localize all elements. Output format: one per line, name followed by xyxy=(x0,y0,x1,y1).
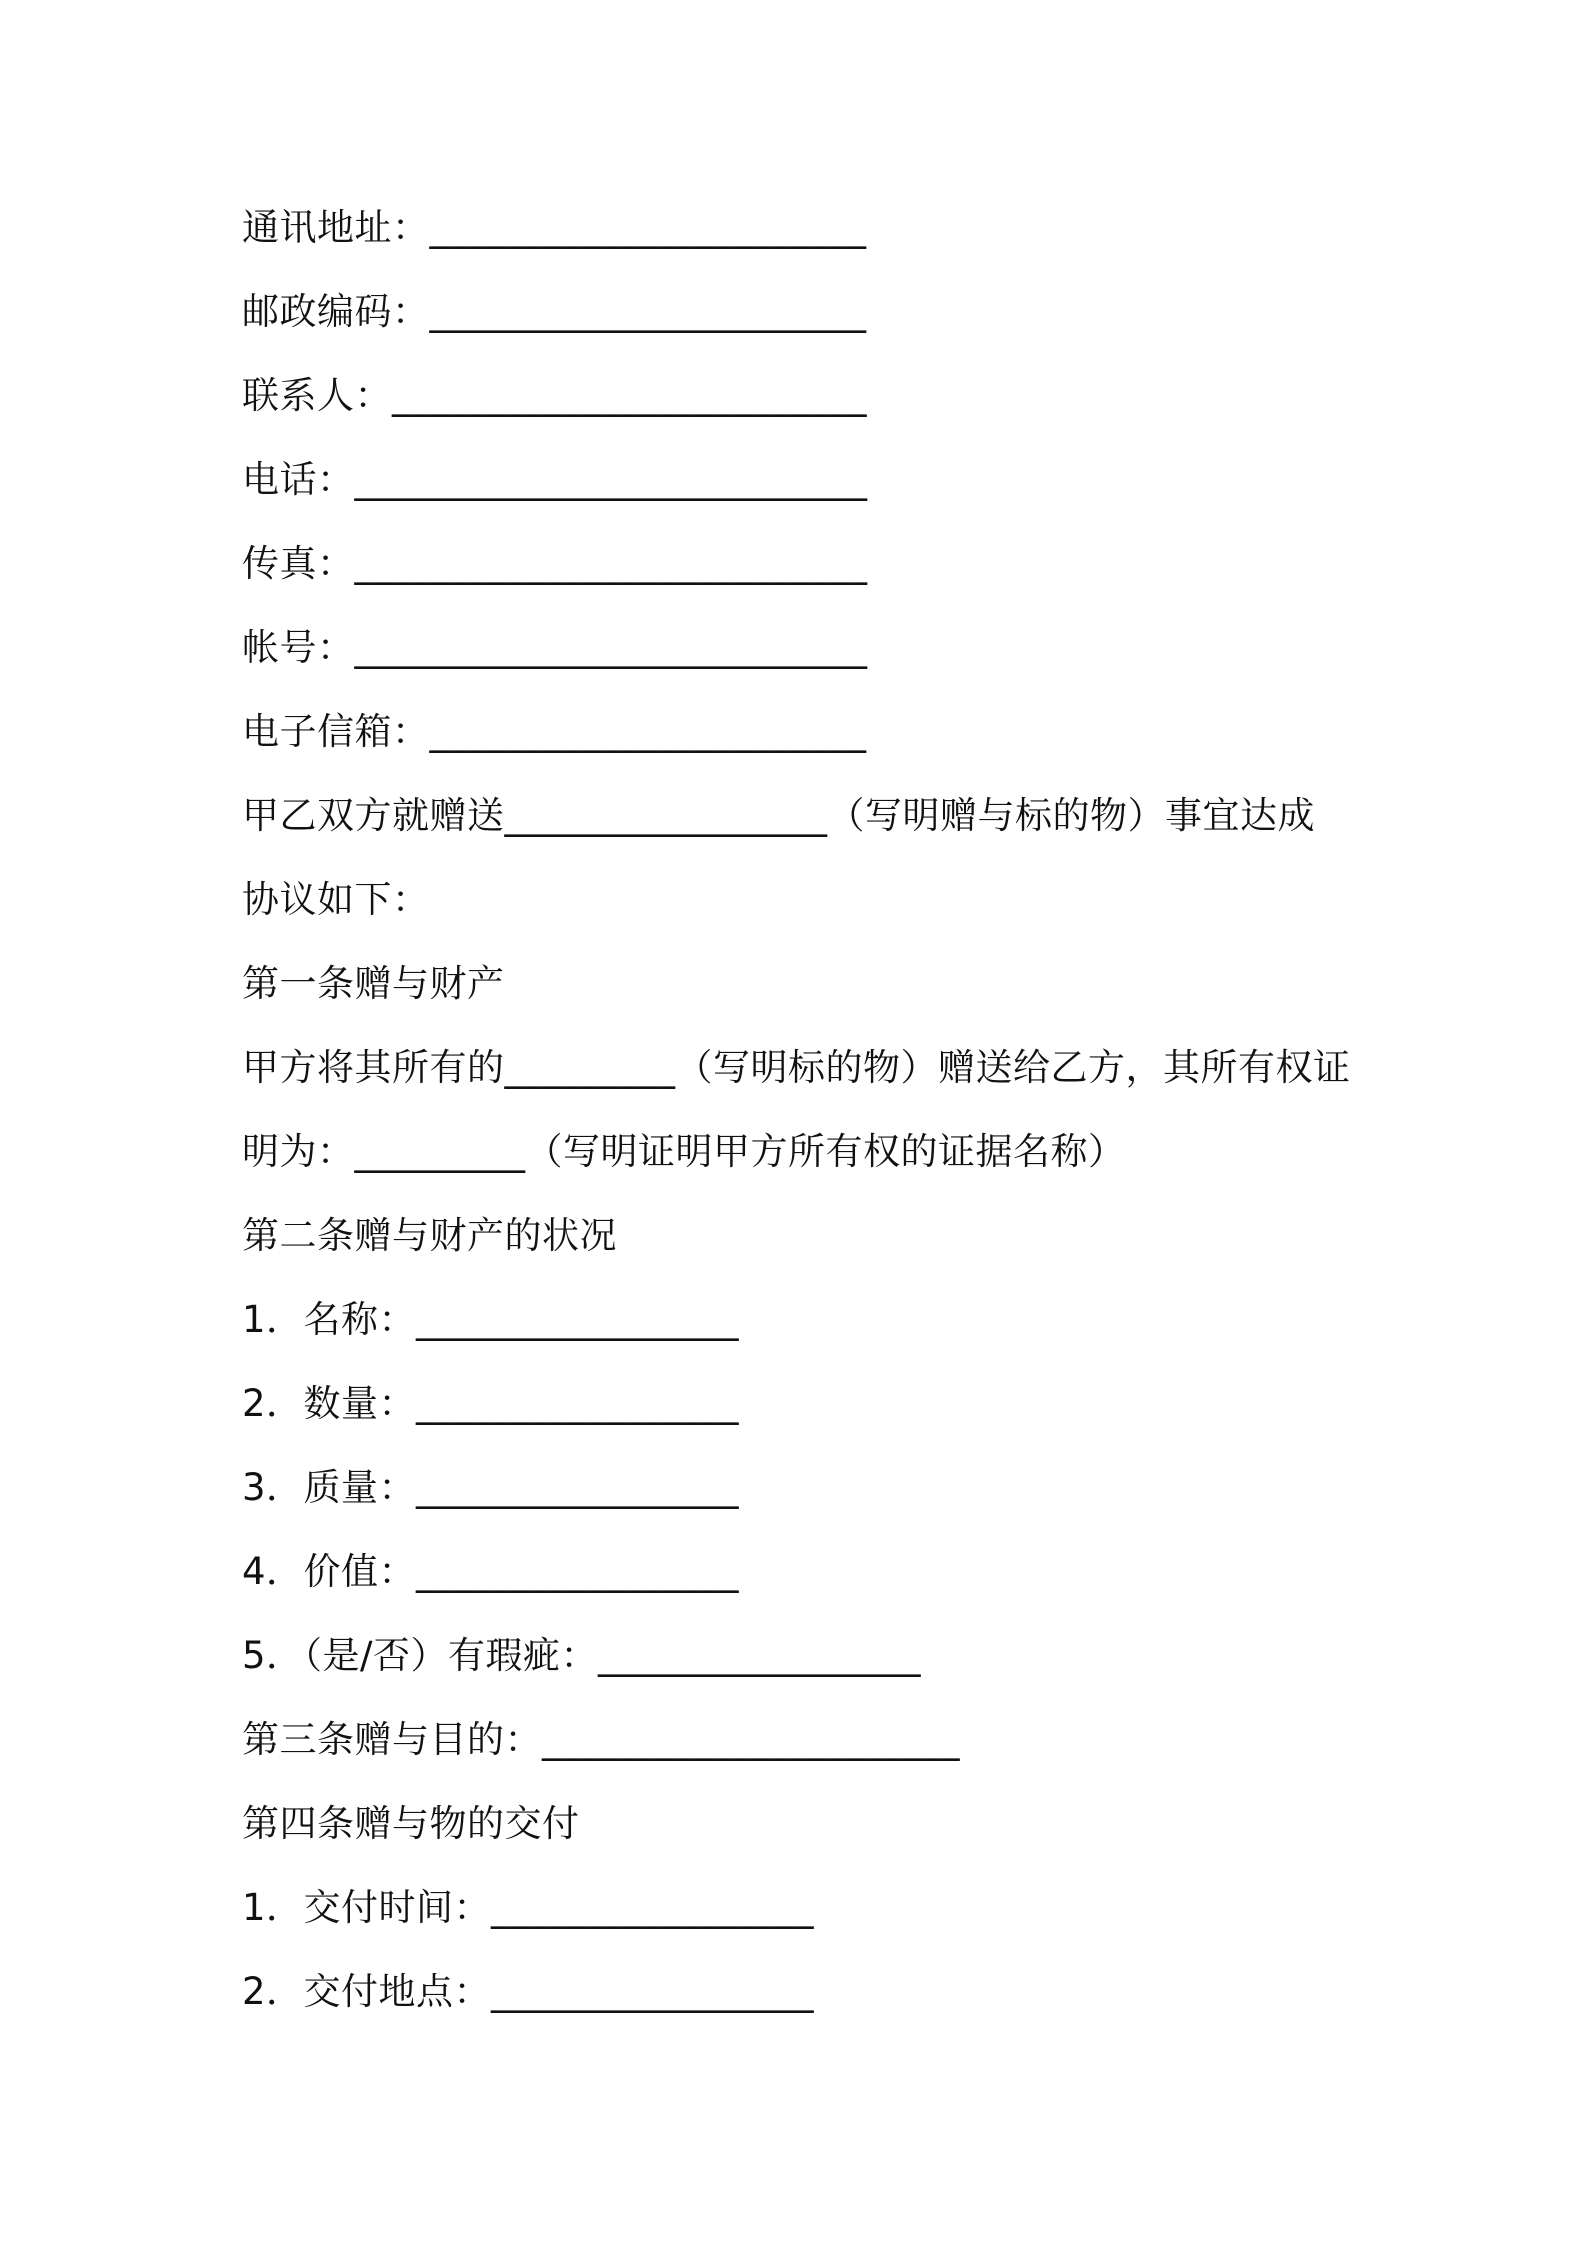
postal-code-line xyxy=(242,284,1362,368)
mailing-address-line xyxy=(242,200,1362,284)
article-2-item-name-text: 1．名称：_________________ xyxy=(242,1298,740,1341)
article-2-item-quantity xyxy=(242,1376,1362,1460)
article-1-body-line-1 xyxy=(242,1040,1362,1124)
email-text: 电子信箱：_______________________ xyxy=(242,710,867,753)
article-2-item-name xyxy=(242,1292,1362,1376)
article-1-body-text-2: 明为：_________（写明证明甲方所有权的证据名称） xyxy=(242,1130,1126,1173)
article-4-delivery-place xyxy=(242,1964,1362,2048)
article-2-item-quality-text: 3．质量：_________________ xyxy=(242,1466,740,1509)
article-2-item-quantity-text: 2．数量：_________________ xyxy=(242,1382,740,1425)
contact-person-text: 联系人：_________________________ xyxy=(242,374,867,417)
agreement-intro-text: 甲乙双方就赠送_________________（写明赠与标的物）事宜达成 xyxy=(242,794,1315,837)
article-2-item-value-text: 4．价值：_________________ xyxy=(242,1550,740,1593)
article-2-item-value xyxy=(242,1544,1362,1628)
account-text: 帐号：___________________________ xyxy=(242,626,868,669)
fax-text: 传真：___________________________ xyxy=(242,542,868,585)
article-4-heading-text: 第四条赠与物的交付 xyxy=(242,1802,580,1845)
article-2-heading xyxy=(242,1208,1362,1292)
article-3-line xyxy=(242,1712,1362,1796)
article-2-item-defect xyxy=(242,1628,1362,1712)
email-line xyxy=(242,704,1362,788)
postal-code-text: 邮政编码：_______________________ xyxy=(242,290,867,333)
article-2-item-quality xyxy=(242,1460,1362,1544)
article-1-heading-text: 第一条赠与财产 xyxy=(242,962,505,1005)
agreement-intro-continuation-text: 协议如下： xyxy=(242,878,430,921)
phone-line xyxy=(242,452,1362,536)
article-1-body-text-1: 甲方将其所有的_________（写明标的物）赠送给乙方，其所有权证 xyxy=(242,1046,1351,1089)
article-4-delivery-time xyxy=(242,1880,1362,1964)
contact-person-line xyxy=(242,368,1362,452)
article-3-text: 第三条赠与目的：______________________ xyxy=(242,1718,960,1761)
phone-text: 电话：___________________________ xyxy=(242,458,868,501)
article-4-heading xyxy=(242,1796,1362,1880)
account-line xyxy=(242,620,1362,704)
fax-line xyxy=(242,536,1362,620)
agreement-intro-continuation xyxy=(242,872,1362,956)
article-1-heading xyxy=(242,956,1362,1040)
article-2-heading-text: 第二条赠与财产的状况 xyxy=(242,1214,617,1257)
article-1-body-line-2 xyxy=(242,1124,1362,1208)
article-4-delivery-place-text: 2．交付地点：_________________ xyxy=(242,1970,815,2013)
agreement-intro-line xyxy=(242,788,1362,872)
article-2-item-defect-text: 5．（是/否）有瑕疵：_________________ xyxy=(242,1634,922,1677)
article-4-delivery-time-text: 1．交付时间：_________________ xyxy=(242,1886,815,1929)
document-body xyxy=(242,200,1362,2048)
mailing-address-text: 通讯地址：_______________________ xyxy=(242,206,867,249)
